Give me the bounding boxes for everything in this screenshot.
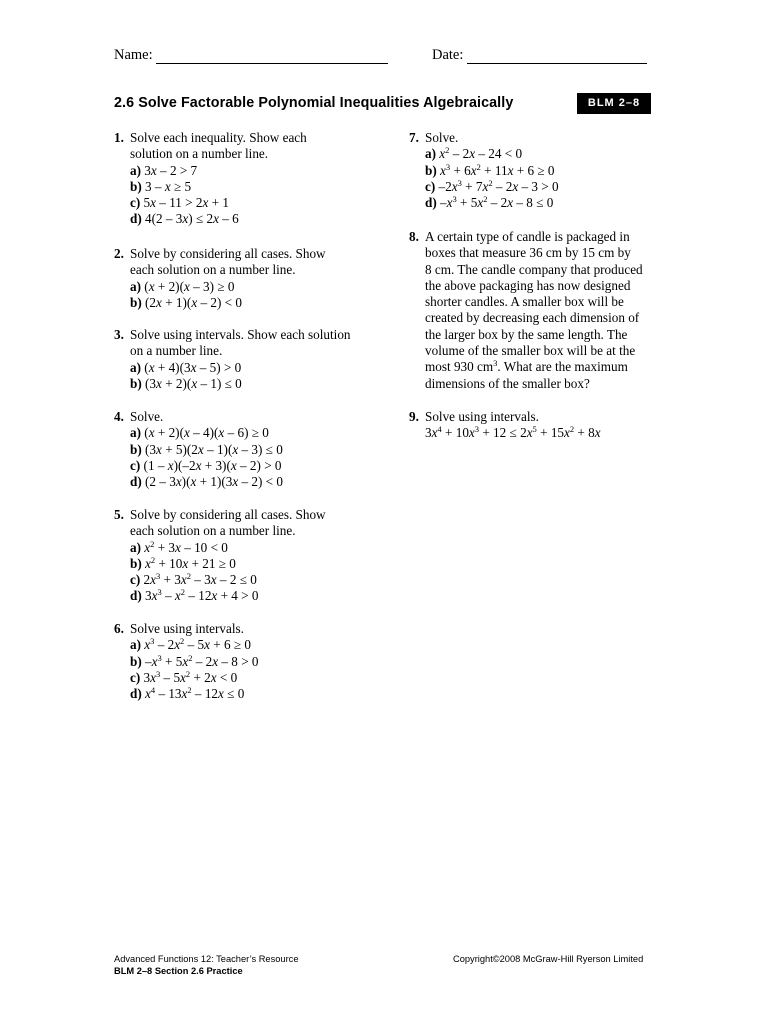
question-number: 8. xyxy=(409,229,419,244)
question-text: volume of the smaller box will be at the xyxy=(425,343,636,359)
question-part: a) (x + 4)(3x – 5) > 0 xyxy=(130,359,242,375)
question-part: c) (1 – x)(–2x + 3)(x – 2) > 0 xyxy=(130,457,282,473)
blm-badge: BLM 2–8 xyxy=(577,93,651,114)
question-part: a) (x + 2)(x – 4)(x – 6) ≥ 0 xyxy=(130,425,269,441)
question-part: a) $x^2 - 2x - 24 < 0$ xyxy=(425,145,523,162)
question-text: solution on a number line. xyxy=(130,146,269,162)
question-text: Solve using intervals. Show each solution xyxy=(130,327,351,342)
question-number: 6. xyxy=(114,621,124,636)
question-text: shorter candles. A smaller box will be xyxy=(425,294,624,310)
question-part: $3x^4 + 10x^3 + 12 \le 2x^5 + 15x^2 + 8x$ xyxy=(425,424,601,441)
question-part: c) $3x^3 - 5x^2 + 2x < 0$ xyxy=(130,668,238,685)
question-text: the larger box by the same length. The xyxy=(425,326,628,342)
question-8 xyxy=(409,229,643,392)
question-part: b) (3x + 2)(x – 1) ≤ 0 xyxy=(130,375,242,391)
question-text: Solve using intervals. xyxy=(130,621,244,636)
question-7 xyxy=(409,130,559,211)
question-part: d) 4(2 – 3x) ≤ 2x – 6 xyxy=(130,211,239,227)
question-4 xyxy=(114,409,283,490)
question-text: created by decreasing each dimension of xyxy=(425,310,640,326)
question-number: 9. xyxy=(409,409,419,424)
question-number: 2. xyxy=(114,246,124,261)
footer-source: Advanced Functions 12: Teacher’s Resource xyxy=(114,954,299,964)
question-part: b) $x^3 + 6x^2 + 11x + 6 \ge 0$ xyxy=(425,161,555,178)
question-number: 7. xyxy=(409,130,419,145)
question-part: a) $x^3 - 2x^2 - 5x + 6 \ge 0$ xyxy=(130,636,251,653)
footer-section: BLM 2–8 Section 2.6 Practice xyxy=(114,966,243,976)
question-part: a) (x + 2)(x – 3) ≥ 0 xyxy=(130,278,235,294)
question-part: a) $x^2 + 3x - 10 < 0$ xyxy=(130,538,228,555)
question-number: 3. xyxy=(114,327,124,342)
question-part: b) $x^2 + 10x + 21 \ge 0$ xyxy=(130,554,236,571)
question-part: b) 3 – x ≥ 5 xyxy=(130,178,192,194)
question-part: b) $-x^3 + 5x^2 - 2x - 8 > 0$ xyxy=(130,652,259,669)
question-part: b) (2x + 1)(x – 2) < 0 xyxy=(130,294,242,310)
question-1 xyxy=(114,130,307,228)
question-text: each solution on a number line. xyxy=(130,523,296,539)
page-title: 2.6 Solve Factorable Polynomial Inequalities Algebraically xyxy=(114,95,514,111)
question-number: 4. xyxy=(114,409,124,424)
question-part: c) $2x^3 + 3x^2 - 3x - 2 \le 0$ xyxy=(130,571,257,588)
question-text: Solve using intervals. xyxy=(425,409,539,424)
footer-copyright: Copyright©2008 McGraw-Hill Ryerson Limited xyxy=(453,954,644,964)
name-blank[interactable] xyxy=(156,49,388,64)
question-part: a) 3x – 2 > 7 xyxy=(130,162,198,178)
question-text: on a number line. xyxy=(130,343,223,359)
question-5 xyxy=(114,507,326,605)
question-text: most 930 $cm^3$. What are the maximum xyxy=(425,358,628,375)
date-label: Date: xyxy=(432,47,464,63)
date-blank[interactable] xyxy=(467,49,647,64)
question-3 xyxy=(114,327,351,392)
question-part: d) $x^4 - 13x^2 - 12x \le 0$ xyxy=(130,685,245,702)
question-part: b) (3x + 5)(2x – 1)(x – 3) ≤ 0 xyxy=(130,441,283,457)
question-part: d) $-x^3 + 5x^2 - 2x - 8 \le 0$ xyxy=(425,194,554,211)
question-part: c) $-2x^3 + 7x^2 - 2x - 3 > 0$ xyxy=(425,177,559,194)
question-2 xyxy=(114,246,326,311)
question-text: Solve. xyxy=(130,409,164,424)
question-text: A certain type of candle is packaged in xyxy=(425,229,630,244)
date-field[interactable] xyxy=(432,47,647,64)
question-part: d) (2 – 3x)(x + 1)(3x – 2) < 0 xyxy=(130,474,284,490)
question-text: dimensions of the smaller box? xyxy=(425,375,590,391)
question-text: Solve. xyxy=(425,130,459,145)
name-field[interactable] xyxy=(114,47,388,64)
question-part: c) 5x – 11 > 2x + 1 xyxy=(130,195,229,211)
question-text: Solve by considering all cases. Show xyxy=(130,507,326,522)
name-label: Name: xyxy=(114,47,153,63)
question-6 xyxy=(114,621,259,702)
question-number: 5. xyxy=(114,507,124,522)
question-text: Solve by considering all cases. Show xyxy=(130,246,326,261)
question-text: Solve each inequality. Show each xyxy=(130,130,307,145)
question-text: each solution on a number line. xyxy=(130,262,296,278)
footer-left xyxy=(114,953,299,977)
question-text: 8 cm. The candle company that produced xyxy=(425,261,643,277)
question-part: d) $3x^3 - x^2 - 12x + 4 > 0$ xyxy=(130,587,259,604)
question-9 xyxy=(409,409,601,442)
question-text: boxes that measure 36 cm by 15 cm by xyxy=(425,245,631,261)
question-number: 1. xyxy=(114,130,124,145)
question-text: the above packaging has now designed xyxy=(425,277,631,293)
